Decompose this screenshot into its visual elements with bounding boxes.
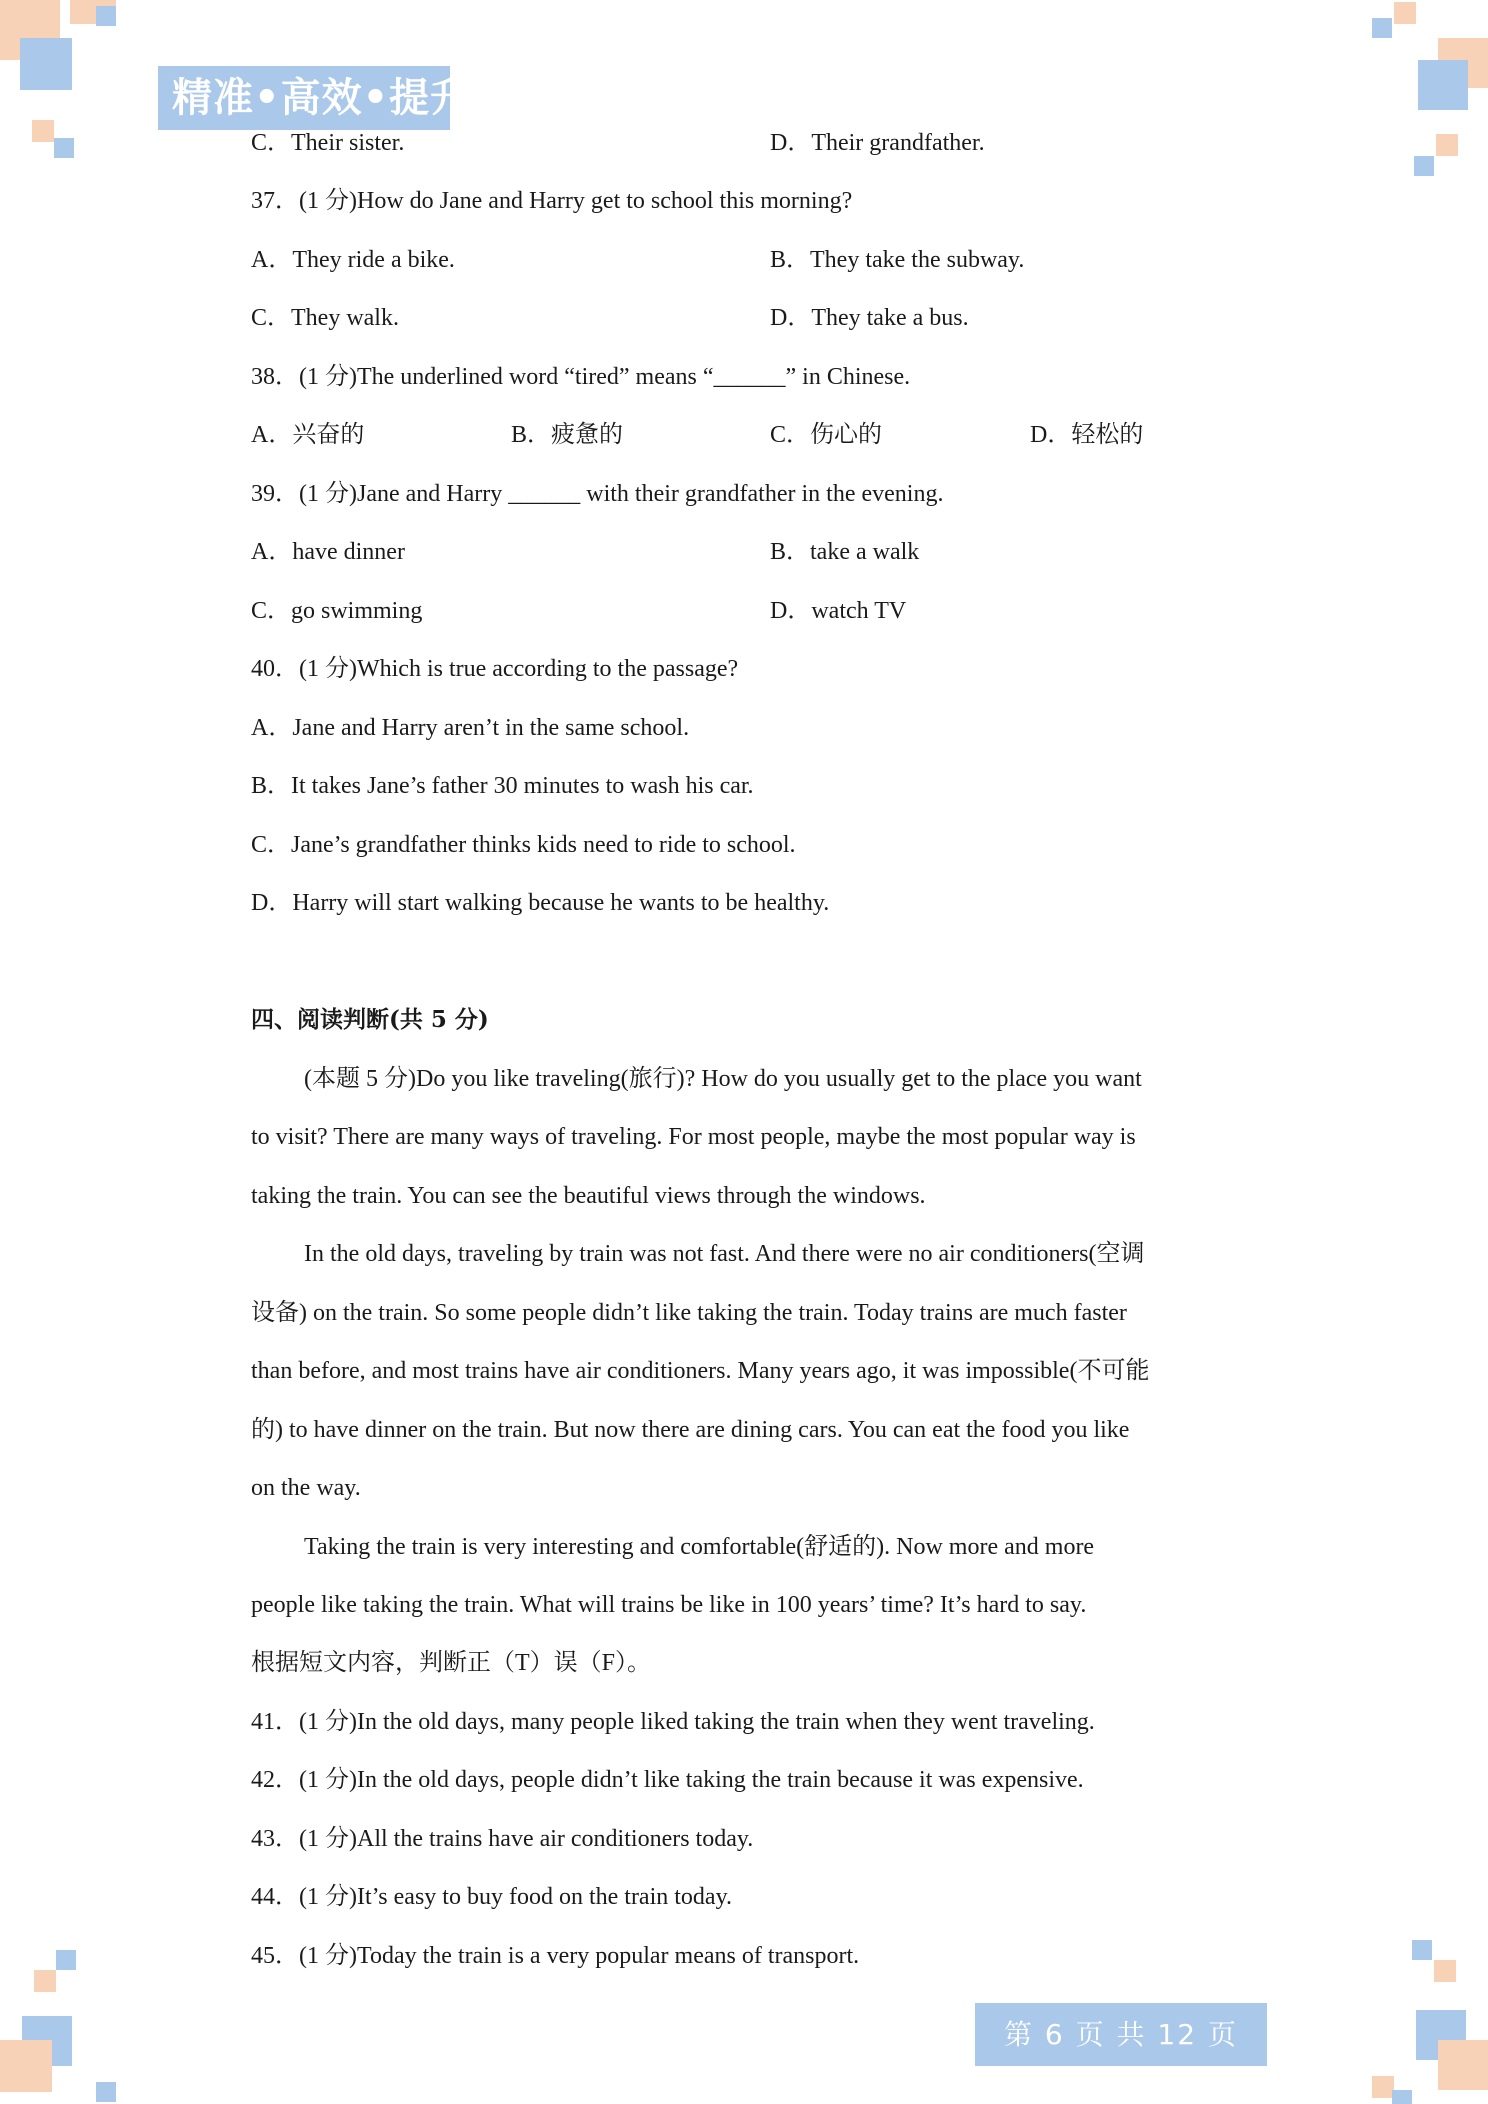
q40-option-c: C．Jane’s grandfather thinks kids need to ride to school. [251,832,796,858]
page-number-badge: 第 6 页 共 12 页 [975,2003,1267,2066]
passage-line: than before, and most trains have air conditioners. Many years ago, it was impossible(不可能 [251,1358,1150,1384]
q37-option-a: A．They ride a bike. [251,247,455,273]
q37-option-d: D．They take a bus. [770,305,969,331]
q38-option-b: B．疲惫的 [511,422,624,448]
q40-option-a: A．Jane and Harry aren’t in the same school. [251,715,690,741]
passage-line: people like taking the train. What will trains be like in 100 years’ time? It’s hard to say. [251,1592,1087,1618]
q39-option-d: D．watch TV [770,598,907,624]
q36-option-d: D．Their grandfather. [770,130,985,156]
q39-option-b: B．take a walk [770,539,920,565]
passage-line: Taking the train is very interesting and comfortable(舒适的). Now more and more [304,1534,1095,1560]
passage-line: (本题 5 分)Do you like traveling(旅行)? How do you usually get to the place you want [304,1066,1142,1092]
q37-option-c: C．They walk. [251,305,399,331]
q38-option-a: A．兴奋的 [251,422,365,448]
q40-option-b: B．It takes Jane’s father 30 minutes to wash his car. [251,773,754,799]
passage-line: on the way. [251,1475,361,1501]
passage-line: taking the train. You can see the beautiful views through the windows. [251,1183,926,1209]
true-false-question: 45．(1 分)Today the train is a very popular means of transport. [251,1943,860,1969]
section-heading: 四、阅读判断(共 5 分) [251,1006,489,1033]
q40-option-d: D．Harry will start walking because he wants to be healthy. [251,890,830,916]
q40-stem: 40．(1 分)Which is true according to the passage? [251,656,739,682]
true-false-question: 44．(1 分)It’s easy to buy food on the train today. [251,1884,733,1910]
q37-option-b: B．They take the subway. [770,247,1025,273]
passage-line: In the old days, traveling by train was not fast. And there were no air conditioners(空调 [304,1241,1145,1267]
q39-stem: 39．(1 分)Jane and Harry ______ with their grandfather in the evening. [251,481,944,507]
q37-stem: 37．(1 分)How do Jane and Harry get to school this morning? [251,188,853,214]
q39-option-a: A．have dinner [251,539,405,565]
q38-stem: 38．(1 分)The underlined word “tired” means “______” in Chinese. [251,364,911,390]
passage-line: to visit? There are many ways of traveling. For most people, maybe the most popular way is [251,1124,1136,1150]
q38-option-d: D．轻松的 [1030,422,1144,448]
true-false-question: 42．(1 分)In the old days, people didn’t like taking the train because it was expensive. [251,1767,1084,1793]
q36-option-c: C．Their sister. [251,130,405,156]
instruction-text: 根据短文内容，判断正（T）误（F）。 [251,1650,652,1676]
true-false-question: 43．(1 分)All the trains have air conditioners today. [251,1826,754,1852]
q38-option-c: C．伤心的 [770,422,883,448]
header-banner: 精准•高效•提升 [158,66,450,130]
passage-line: 设备) on the train. So some people didn’t like taking the train. Today trains are much faster [251,1300,1127,1326]
q39-option-c: C．go swimming [251,598,423,624]
true-false-question: 41．(1 分)In the old days, many people liked taking the train when they went traveling. [251,1709,1095,1735]
passage-line: 的) to have dinner on the train. But now there are dining cars. You can eat the food you like [251,1417,1130,1443]
